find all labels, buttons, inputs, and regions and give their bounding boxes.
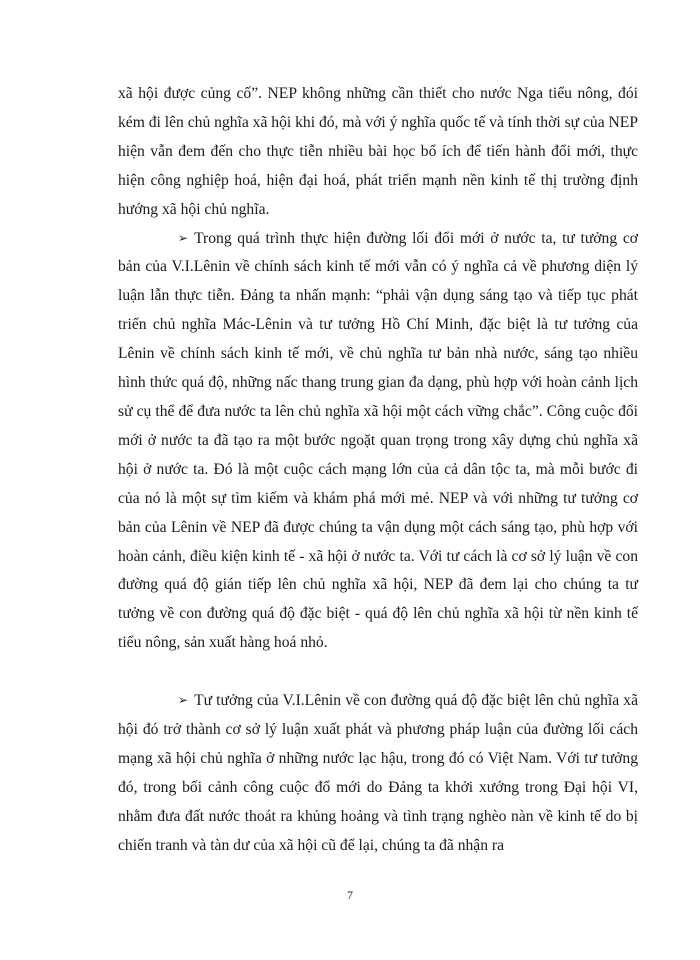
paragraph-gap [118, 658, 638, 687]
paragraph-3 [118, 687, 638, 860]
paragraph-2-text: Trong quá trình thực hiện đường lối đổi mới ở nước ta, tư tưởng cơ bản của V.I.Lênin về chính sách kinh tế mới vẫn có ý nghĩa cả về phương diện lý luận lẫn thực tiễn. Đảng ta nhấn mạnh: “phải vận dụng sáng tạo và tiếp tục phát triển chủ nghĩa Mác-Lênin và tư tưởng Hồ Chí Minh, đặc biệt là tư tưởng của Lênin về chính sách kinh tế mới, về chủ nghĩa tư bản nhà nước, sáng tạo nhiều hình thức quá độ, những nấc thang trung gian đa dạng, phù hợp với hoàn cảnh lịch sử cụ thể để đưa nước ta lên chủ nghĩa xã hội một cách vững chắc”. Công cuộc đổi mới ở nước ta đã tạo ra một bước ngoặt quan trọng trong xây dựng chủ nghĩa xã hội ở nước ta. Đó là một cuộc cách mạng lớn của cả dân tộc ta, mà mỗi bước đi của nó là một sự tìm kiếm và khám phá mới mẻ. NEP và với những tư tưởng cơ bản của Lênin về NEP đã được chúng ta vận dụng một cách sáng tạo, phù hợp với hoàn cảnh, điều kiện kinh tế - xã hội ở nước ta. Với tư cách là cơ sở lý luận về con đường quá độ gián tiếp lên chủ nghĩa xã hội, NEP đã đem lại cho chúng ta tư tưởng về con đường quá độ đặc biệt - quá độ lên chủ nghĩa xã hội từ nền kinh tế tiểu nông, sản xuất hàng hoá nhỏ. [118, 229, 638, 652]
page-number: 7 [347, 888, 353, 902]
paragraph-1-text: xã hội được củng cố”. NEP không những cần thiết cho nước Nga tiểu nông, đói kém đi lên chủ nghĩa xã hội khi đó, mà với ý nghĩa quốc tế và tính thời sự của NEP hiện vẫn đem đến cho thực tiễn nhiều bài học bổ ích để tiến hành đổi mới, thực hiện công nghiệp hoá, hiện đại hoá, phát triển mạnh nền kinh tế thị trường định hướng xã hội chủ nghĩa. [118, 85, 638, 218]
body-text [118, 80, 638, 861]
arrow-bullet-icon: ➢ [178, 230, 189, 245]
arrow-bullet-icon: ➢ [178, 693, 189, 708]
paragraph-2 [118, 225, 638, 659]
paragraph-3-text: Tư tưởng của V.I.Lênin về con đường quá độ đặc biệt lên chủ nghĩa xã hội đó trở thành cơ sở lý luận xuất phát và phương pháp luận của đường lối cách mạng xã hội chủ nghĩa ở những nước lạc hậu, trong đó có Việt Nam. Với tư tưởng đó, trong bối cảnh công cuộc đổ mới do Đảng ta khởi xướng trong Đại hội VI, nhằm đưa đất nước thoát ra khủng hoảng và tình trạng nghèo nàn về kinh tế do bị chiến tranh và tàn dư của xã hội cũ để lại, chúng ta đã nhận ra [118, 692, 638, 854]
paragraph-1 [118, 80, 638, 225]
